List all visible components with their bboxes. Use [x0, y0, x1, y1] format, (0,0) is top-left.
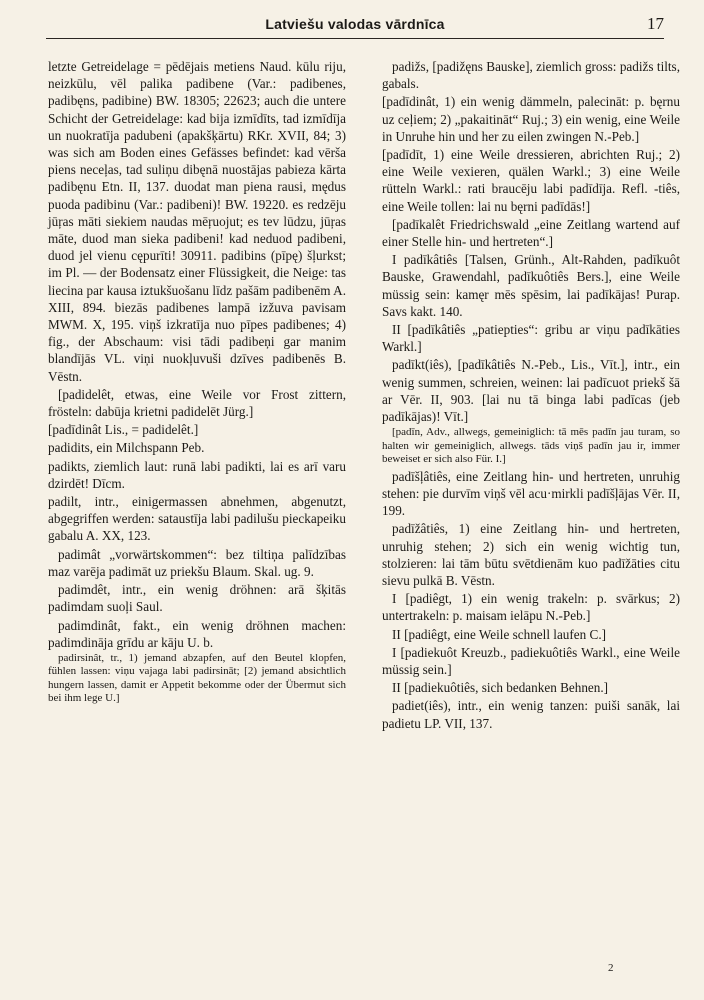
dictionary-entry: [padīdinât Lis., = padidelêt.]: [48, 422, 199, 438]
dictionary-entry: I [padiekuôt Kreuzb., padiekuôtiês Warkl., eine Weile müssig sein.]: [382, 644, 680, 677]
dictionary-entry: padidits, ein Milchspann Peb.: [48, 440, 205, 456]
dictionary-entry: letzte Getreidelage = pēdējais metiens Naud. kūlu riju, neizkūlu, vēl palika padibene (Var.: padibenes, padibęns, padibine) BW. 18305; 22623; auch die untere Schicht der Getreidelage: kad bija izmīdīts, tad izmīdīja un nuokratīja padubeni (apakšķārtu) RKr. XVII, 84; 3) was sich am Boden eines Gefässes befindet: kad vērša piens neceļas, tad suliņu dibęnā nuostājas pabieza kārta padibęnu Etn. II, 137. duodat man piena rausi, mędus puoda padibinu (Var.: padibeni)! BW. 19220. es redzēju jūŗas māti siekiem naudas mēŗuojut; es tev lūdzu, jūŗas māte, duod man sieka padibeni! kad neduod padibeni, duod jel vienu cępurīti! 30911. padibins (pīpę) šļurkst; im Pl. — der Bodensatz einer Flüssigkeit, die Neige: tas liecina par kausa iztukšuošanu līdz pašām padibenēm A. XIII, 894. biezās padibenes lampā izžuva pavisam MWM. X, 195. viņš izkratīja nuo pīpes padibenes; 4) fig., der Abschaum: visi tādi padibeņi gar manim blandījās VL. viņi nuokļuvuši dzīves padibenēs B. Vēstn.: [48, 59, 346, 384]
dictionary-entry: [padīn, Adv., allwegs, gemeiniglich: tā mēs padīn jau turam, so halten wir gemeiniglich, allwegs. tāds viņš padīn jau ir, immer beweiset er sich also Für. I.]: [382, 426, 680, 466]
dictionary-entry: padīšļâtiês, eine Zeitlang hin- und hertreten, unruhig stehen: pie durvīm viņš vēl acu·mirkli padīšļājas Vēr. II, 199.: [382, 468, 680, 519]
dictionary-entry: padižs, [padižęns Bauske], ziemlich gross: padižs tilts, gabals.: [382, 59, 680, 92]
dictionary-entry: padīžâtiês, 1) eine Zeitlang hin- und hertreten, unruhig stehen; 2) sich ein wenig wichtig tun, stolzieren: lai tām būtu svētdienām kuo padīžāties citu sievu pulkā B. Vēstn.: [382, 521, 680, 588]
dictionary-entry: padīkt(iês), [padīkâtiês N.-Peb., Lis., Vīt.], intr., ein wenig summen, schreien, weinen: lai padīcuot priekš šā ar Vēr. II, 903. [lai nu tā binga labi padīcas (jeb padīkājas)! Vīt.]: [382, 357, 680, 425]
dictionary-entry: I [padiêgt, 1) ein wenig trakeln: p. svārkus; 2) untertrakeln: p. maisam ielāpu N.-Peb.]: [382, 591, 680, 624]
dictionary-entry: padimdinât, fakt., ein wenig dröhnen machen: padimdināja grīdu ar kāju U. b.: [48, 617, 346, 650]
dictionary-entry: II [padīkâtiês „patiepties“: gribu ar viņu padīkāties Warkl.]: [382, 322, 680, 355]
dictionary-entry: padimât „vorwärtskommen“: bez tiltiņa palīdzības maz varēja padimāt uz priekšu Blaum. Skal. ug. 9.: [48, 546, 346, 579]
dictionary-entry: [padīkalêt Friedrichswald „eine Zeitlang wartend auf einer Stelle hin- und hertreten“.]: [382, 216, 680, 250]
dictionary-entry: II [padiekuôtiês, sich bedanken Behnen.]: [392, 680, 609, 696]
signature-mark: 2: [608, 962, 614, 974]
dictionary-entry: padimdêt, intr., ein wenig dröhnen: arā šķitās padimdam suoļi Saul.: [48, 582, 346, 615]
page-header: [46, 12, 664, 39]
dictionary-entry: [padīdīt, 1) eine Weile dressieren, abrichten Ruj.; 2) eine Weile vexieren, quälen Warkl.; 3) eine Weile rütteln Warkl.: rati braucēju labi padīdīja. Refl. -tiês, eine Weile tollen: lai nu bęrni padīdās!]: [382, 147, 680, 214]
dictionary-entry: [padidelêt, etwas, eine Weile vor Frost zittern, frösteln: dabūja krietni padidelēt Jürg.]: [48, 386, 346, 420]
dictionary-entry: I padīkâtiês [Talsen, Grünh., Alt-Rahden, padīkuôt Bauske, Grawendahl, padīkuôtiês Bers.], eine Weile müssig sein: kamęr mēs spēsim, lai padīkājas! Purap. Savs kakt. 140.: [382, 252, 680, 319]
dictionary-entry: II [padiêgt, eine Weile schnell laufen C.]: [392, 626, 607, 642]
right-column: [382, 58, 680, 733]
page-number: 17: [647, 14, 664, 33]
dictionary-entry: padiet(iês), intr., ein wenig tanzen: puiši sanāk, lai padietu LP. VII, 137.: [382, 698, 680, 731]
dictionary-entry: padirsinât, tr., 1) jemand abzapfen, auf den Beutel klopfen, fühlen lassen: viņu vajaga labi padirsināt; [2) jemand absichtlich hungern lassen, damit er Appetit bekomme oder der Übermut sich bei ihm lege U.]: [48, 651, 346, 705]
left-column: [48, 58, 346, 707]
dictionary-entry: [padīdinât, 1) ein wenig dämmeln, palecināt: p. bęrnu uz ceļiem; 2) „pakaitināt“ Ruj.; 3) ein wenig, eine Weile in Unruhe hin und her zu eilen zwingen N.-Peb.]: [382, 94, 680, 144]
page-title: Latviešu valodas vārdnīca: [265, 16, 445, 32]
dictionary-entry: padilt, intr., einigermassen abnehmen, abgenutzt, abgegriffen werden: sataustīja labi padilušu pieckapeiku gabalu A. XX, 123.: [48, 494, 346, 544]
dictionary-entry: padikts, ziemlich laut: runā labi padikti, lai es arī varu dzirdēt! Dīcm.: [48, 458, 346, 491]
